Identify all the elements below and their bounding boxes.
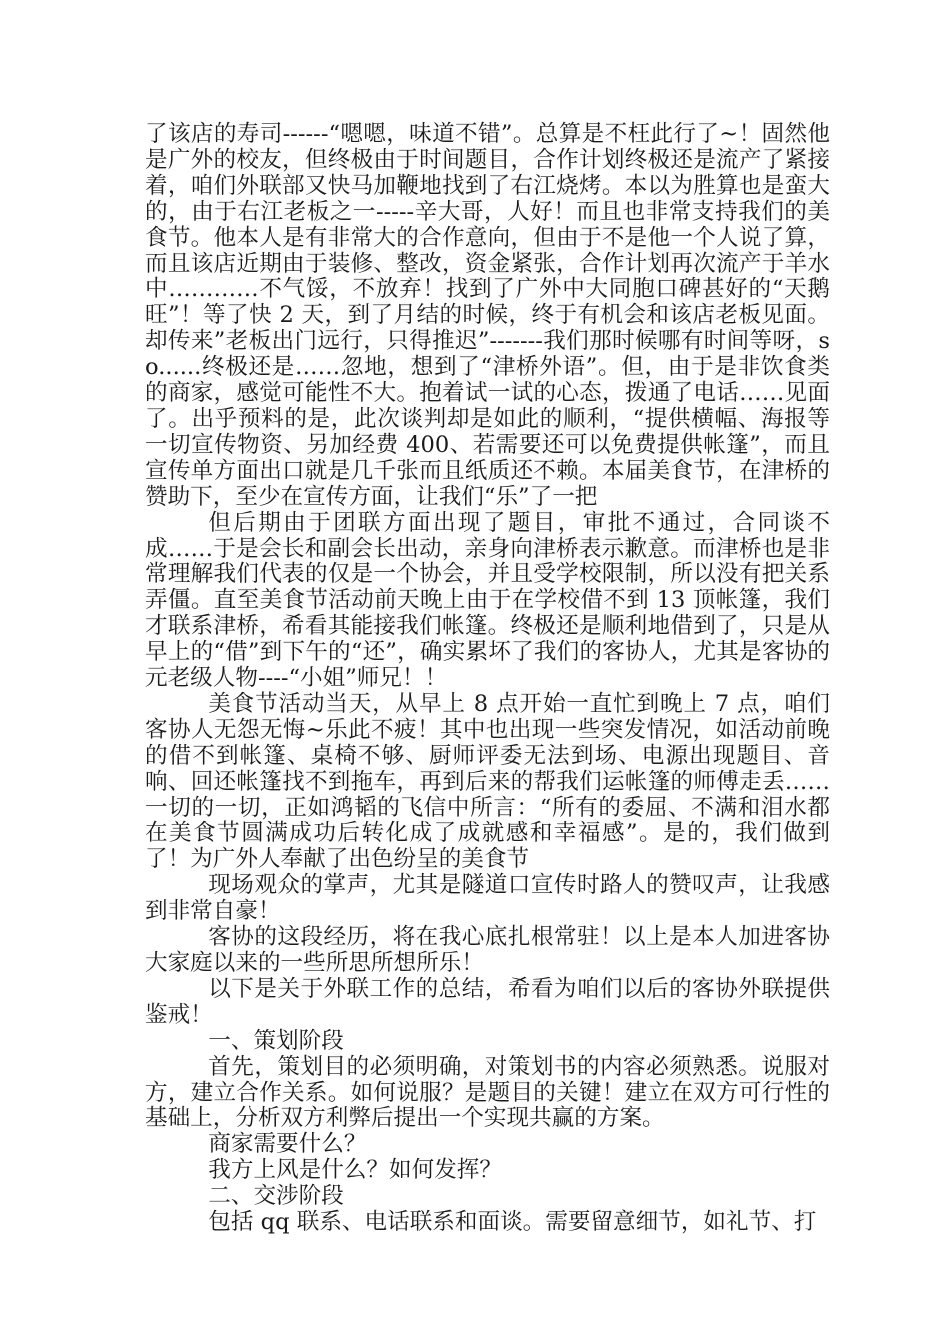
paragraph-planning-details: 首先，策划目的必须明确，对策划书的内容必须熟悉。说服对方，建立合作关系。如何说服？是题目的关键！建立在双方可行性的基础上，分析双方利弊后提出一个实现共赢的方案。 [145,1053,830,1132]
heading-negotiation-stage: 二、交涉阶段 [208,1183,344,1210]
paragraph-audience-applause: 现场观众的掌声，尤其是隧道口宣传时路人的赞叹声，让我感到非常自豪！ [145,872,830,925]
document-body [145,122,830,1236]
paragraph-sushi-negotiation: 了该店的寿司------“嗯嗯，味道不错”。总算是不枉此行了~！固然他是广外的校友，但终极由于时间题目，合作计划终极还是流产了紧接着，咱们外联部又快马加鞭地找到了右江烧烤。本以为胜算也是蛮大的，由于右江老板之一-----辛大哥，人好！而且也非常支持我们的美食节。他本人是有非常大的合作意向，但由于不是他一个人说了算，而且该店近期由于装修、整改，资金紧张，合作计划再次流产于羊水中…………不气馁，不放弃！找到了广外中大同胞口碑甚好的“天鹅旺”！等了快 2 天，到了月结的时候，终于有机会和该店老板见面。却传来”老板出门远行，只得推迟”-------我们那时候哪有时间等呀，so......终极还是……忽地，想到了“津桥外语”。但，由于是非饮食类的商家，感觉可能性不大。抱着试一试的心态，拨通了电话……见面了。出乎预料的是，此次谈判却是如此的顺利，“提供横幅、海报等一切宣传物资、另加经费 400、若需要还可以免费提供帐篷”，而且宣传单方面出口就是几千张而且纸质还不赖。本届美食节，在津桥的赞助下，至少在宣传方面，让我们“乐”了一把 [145,121,830,510]
paragraph-experience: 客协的这段经历，将在我心底扎根常驻！以上是本人加进客协大家庭以来的一些所思所想所乐！ [145,924,830,976]
question-our-advantage: 我方上风是什么？如何发挥？ [208,1157,502,1184]
question-merchant-needs: 商家需要什么？ [208,1131,367,1158]
paragraph-event-day: 美食节活动当天，从早上 8 点开始一直忙到晚上 7 点，咱们客协人无怨无悔~乐此不疲！其中也出现一些突发情况，如活动前晚的借不到帐篷、桌椅不够、厨师评委无法到场、电源出现题目、音响、回还帐篷找不到拖车，再到后来的帮我们运帐篷的师傅走丢……一切的一切，正如鸿韬的飞信中所言：“所有的委屈、不满和泪水都在美食节圆满成功后转化成了成就感和幸福感”。是的，我们做到了！为广外人奉献了出色纷呈的美食节 [145,690,830,873]
paragraph-negotiation-details: 包括 qq 联系、电话联系和面谈。需要留意细节，如礼节、打 [208,1209,817,1236]
paragraph-tent-borrowing: 但后期由于团联方面出现了题目，审批不通过，合同谈不成……于是会长和副会长出动，亲身向津桥表示歉意。而津桥也是非常理解我们代表的仅是一个协会，并且受学校限制，所以没有把关系弄僵。直至美食节活动前天晚上由于在学校借不到 13 顶帐篷，我们才联系津桥，希看其能接我们帐篷。终极还是顺利地借到了，只是从早上的“借”到下午的“还”，确实累坏了我们的客协人，尤其是客协的元老级人物----“小姐”师兄！！ [145,509,830,692]
heading-planning-stage: 一、策划阶段 [208,1027,344,1054]
paragraph-summary-intro: 以下是关于外联工作的总结，希看为咱们以后的客协外联提供鉴戒！ [145,975,830,1028]
